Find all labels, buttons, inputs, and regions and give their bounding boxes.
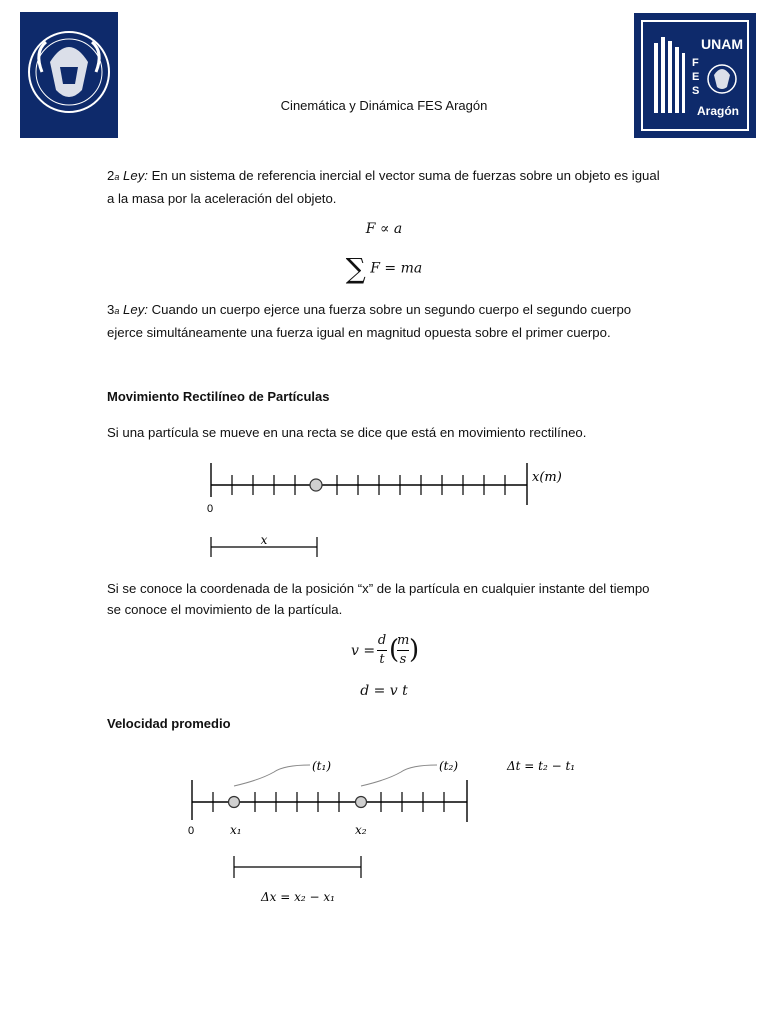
t1-pointer bbox=[234, 765, 310, 786]
section-title-rectilinear: Movimiento Rectilíneo de Partículas bbox=[107, 389, 330, 404]
law3-superscript: a bbox=[114, 306, 120, 316]
unam-seal-logo bbox=[20, 12, 118, 138]
logo-aragon-text: Aragón bbox=[697, 104, 739, 118]
fes-aragon-logo bbox=[634, 13, 756, 138]
sum-symbol: ∑ bbox=[345, 252, 366, 285]
delta-t-label: Δt = t₂ − t₁ bbox=[507, 759, 576, 773]
law3-number: 3 bbox=[107, 302, 115, 317]
law3-label: Ley: bbox=[123, 302, 148, 317]
rectilinear-text: Si una partícula se mueve en una recta se dice que está en movimiento rectilíneo. bbox=[107, 425, 587, 440]
law2-number: 2 bbox=[107, 168, 115, 183]
law2-label: Ley: bbox=[123, 168, 148, 183]
axis-label: x(m) bbox=[532, 470, 562, 485]
distance-equation: d = v t bbox=[360, 683, 408, 699]
x1-label: x₁ bbox=[230, 823, 242, 837]
t2-label: (t₂) bbox=[439, 759, 458, 773]
distance-label: x bbox=[260, 533, 268, 547]
equation-proportional: F ∝ a bbox=[365, 221, 403, 237]
delta-x-label: Δx = x₂ − x₁ bbox=[261, 890, 335, 904]
x2-marker bbox=[356, 797, 367, 808]
law3-text: Cuando un cuerpo ejerce una fuerza sobre un segundo cuerpo el segundo cuerpo ejerce simultáneamente una fuerza igual en magnitud opuesta sobre el primer cuerpo. bbox=[107, 302, 632, 340]
velocity-unit-den: s bbox=[399, 652, 407, 667]
origin-label: 0 bbox=[207, 503, 214, 515]
velocity-lhs: v = bbox=[351, 643, 376, 659]
logo-s-text: S bbox=[692, 85, 700, 97]
equation-newton-text: F = ma bbox=[370, 260, 423, 277]
law2-text: En un sistema de referencia inercial el vector suma de fuerzas sobre un objeto es igual a la masa por la aceleración del objeto. bbox=[107, 168, 660, 206]
section-title-average-velocity: Velocidad promedio bbox=[107, 716, 231, 731]
x2-label: x₂ bbox=[355, 823, 367, 837]
law2-paragraph bbox=[107, 165, 667, 209]
law3-paragraph bbox=[107, 299, 667, 343]
velocity-den: t bbox=[379, 652, 385, 667]
average-velocity-diagram bbox=[180, 748, 600, 908]
velocity-num: d bbox=[377, 633, 387, 648]
page-header-title: Cinemática y Dinámica FES Aragón bbox=[280, 98, 488, 113]
x1-marker bbox=[229, 797, 240, 808]
t2-pointer bbox=[361, 765, 437, 786]
velocity-equation: v = d t ( m s ) bbox=[351, 633, 420, 667]
position-paragraph: Si se conoce la coordenada de la posición “x” de la partícula en cualquier instante del tiempo se conoce el movimiento de la partícula. bbox=[107, 581, 650, 617]
logo-f-text: F bbox=[692, 57, 699, 69]
t1-label: (t₁) bbox=[312, 759, 331, 773]
particle-marker bbox=[310, 479, 322, 491]
logo-unam-text: UNAM bbox=[701, 36, 743, 52]
velocity-unit-num: m bbox=[397, 633, 410, 648]
position-axis-diagram bbox=[190, 455, 580, 565]
equation-newton bbox=[0, 252, 768, 285]
origin-label-2: 0 bbox=[188, 825, 195, 837]
law2-superscript: a bbox=[114, 172, 120, 182]
logo-e-text: E bbox=[692, 71, 700, 83]
